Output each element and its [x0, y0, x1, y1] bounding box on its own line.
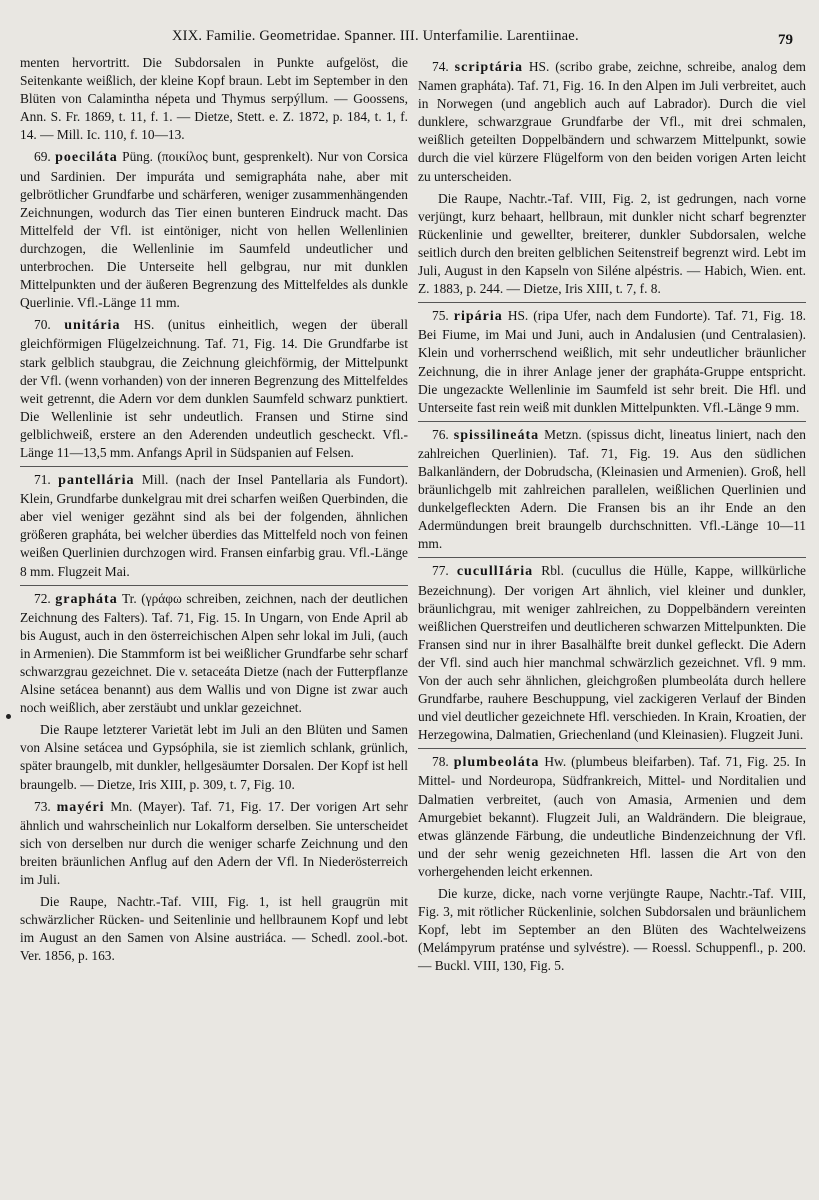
species-entry-73 — [20, 798, 408, 889]
header-title: XIX. Familie. Geometridae. Spanner. III. Unterfamilie. Larentiinae. — [172, 28, 579, 44]
species-name: spissilineáta — [453, 427, 540, 443]
species-entry-69 — [20, 148, 408, 312]
entry-separator — [418, 557, 806, 558]
species-entry-71 — [20, 471, 408, 581]
species-entry-70 — [20, 316, 408, 462]
species-description: HS. (scribo grabe, zeichne, schreibe, analog dem Namen grapháta). Taf. 71, Fig. 16. In den Alpen im Juli verbreitet, auch in Norwegen (und angeblich auch auf Labrador). Durch die viel dunklere, schwarzgraue Grundfarbe der Vfl., mit drei schmalen, weißlich geteilten Doppelbändern und schwarzem Mittelpunkt, sowie durch die viel kürzere Flügelform von den beiden vorigen Arten leicht zu unterscheiden. — [418, 59, 806, 184]
species-entry-72 — [20, 590, 408, 718]
species-name: pantellária — [58, 473, 135, 489]
right-column — [418, 54, 806, 980]
larva-paragraph: Die Raupe, Nachtr.-Taf. VIII, Fig. 1, ist hell graugrün mit schwärzlicher Rücken- und Seitenlinie und hellbraunem Kopf und lebt im August an den Samen von Alsine austriáca. — Schedl. zool.-bot. Ver. 1856, p. 163. — [20, 894, 408, 964]
species-number: 69. — [34, 149, 51, 165]
species-description: Püng. (ποικίλος bunt, gesprenkelt). Nur von Corsica und Sardinien. Der impuráta und semigrapháta nahe, aber mit gelbrötlicher Grundfarbe und schärferen, weniger zusammenhängenden Zeichnungen, wodurch das Tier einen bunteren Eindruck macht. Das Mittelfeld der Vfl. ist eintöniger, nicht von hellen Wellenlinien durchzogen, die Wellenlinie im Saumfeld undeutlicher und unterbrochen. Die Unterseite hell gelbgrau, nur mit dunklen Mittelpunkten und der äußeren Begrenzung des Mittelfeldes als dunkle Querlinie. Vfl.-Länge 11 mm. — [20, 149, 408, 311]
entry-separator — [20, 466, 408, 467]
entry-separator — [418, 421, 806, 422]
species-description: Rbl. (cucullus die Hülle, Kappe, willkürliche Bezeichnung). Der vorigen Art ähnlich, viel kleiner und dunkler, bräunlichgrau, mit weniger zahlreichen, zu Doppelbändern vereinten weißlichen Querstreifen und deutlicheren schwarzen Mittelpunkten. Die Fransen sind nur in ihrer Basalhälfte breit dunkel gefleckt. Die Adern der Vfl. sind auch hier manchmal schwärzlich gezeichnet. Vfl. 9 mm. Von der auch sehr ähnlichen, gleichgroßen plumbeoláta durch hellere Grundfarbe, rauhere Beschuppung, viel zackigeren Verlauf der Binden und viel deutlicher gezeichnete Hfl. verschieden. In Krain, Kroatien, der Herzegowina, Dalmatien, Griechenland (und Kleinasien). Flugzeit Juni. — [418, 563, 806, 743]
species-name: ripária — [453, 309, 503, 325]
species-number: 74. — [432, 59, 449, 74]
entry-separator — [20, 585, 408, 586]
larva-paragraph: Die kurze, dicke, nach vorne verjüngte Raupe, Nachtr.-Taf. VIII, Fig. 3, mit rötlicher Rückenlinie, solchen Subdorsalen und bräunlichem Kopf, lebt im September an den Blüten des Wachtelweizens (Melámpyrum praténse und sylvéstre). — Roessl. Schuppenfl., p. 200. — Buckl. VIII, 130, Fig. 5. — [418, 886, 806, 974]
species-number: 75. — [432, 308, 449, 324]
running-header — [22, 28, 797, 50]
species-number: 72. — [34, 590, 51, 606]
species-entry-76 — [418, 426, 806, 554]
margin-dot — [6, 714, 11, 719]
species-name: grapháta — [55, 591, 118, 607]
species-number: 76. — [432, 426, 449, 442]
species-name: plumbeoláta — [453, 755, 540, 771]
species-description: Mn. (Mayer). Taf. 71, Fig. 17. Der vorigen Art sehr ähnlich und wahrscheinlich nur Lokalform derselben. Sie unterscheidet sich von derselben nur durch die weniger scharfe Zeichnung und den breiten bräunlichen Anflug auf den Adern der Vfl. In Niederösterreich im Juli. — [20, 798, 408, 888]
species-description: HS. (ripa Ufer, nach dem Fundorte). Taf. 71, Fig. 18. Bei Fiume, im Mai und Juni, auch in Andalusien (und Centralasien). Klein und vorherrschend weißlich, mit sehr undeutlicher bräunlicher Zeichnung, die in ihrer Anlage jener der grapháta-Gruppe entspricht. Die ungezackte Wellenlinie im Saumfeld ist sehr breit. Die Hfl. und Unterseite fast rein weiß mit dunklen Mittelpunkten. Vfl.-Länge 9 mm. — [418, 308, 806, 415]
species-description: Metzn. (spissus dicht, lineatus liniert, nach den zahlreichen Querlinien). Taf. 71, Fig. 19. Aus den südlichen Balkanländern, der Dobrudscha, (Kleinasien und Armenien). Groß, hell bräunlichgelb mit zahlreichen parallelen, weißlichen Querlinien und dunkelgefleckten Adern. Die Fransen bis an ihr Ende an den Adermündungen breit braungelb durchschnitten. Vfl.-Länge 10—11 mm. — [418, 426, 806, 552]
species-entry-78 — [418, 753, 806, 881]
species-number: 73. — [34, 798, 51, 814]
species-number: 70. — [34, 317, 51, 333]
species-entry-77 — [418, 562, 806, 744]
species-description: Tr. (γράφω schreiben, zeichnen, nach der deutlichen Zeichnung des Falters). Taf. 71, Fig. 15. In Ungarn, von Ende April ab bis August, auch in den österreichischen Alpen sehr lokal im Juli, (auch in Armenien). Die Stammform ist bei weißlicher Grundfarbe sehr scharf schwarzgrau gezeichnet. Die v. setaceáta Dietze (nach der Futterpflanze Alsine setácea benannt) aus dem Wallis und von Digne ist zwar auch noch weißlich, aber zerstäubt und unklar gezeichnet. — [20, 590, 408, 716]
continued-paragraph: menten hervortritt. Die Subdorsalen in Punkte aufgelöst, die Seitenkante weißlich, der kleine Kopf braun. Lebt im September in den Blüten von Calamintha népeta und Thymus serpýllum. — Goossens, Ann. S. Fr. 1869, t. 11, f. 1. — Dietze, Stett. e. Z. 1872, p. 184, t. 1, f. 14. — Mill. Ic. 110, f. 10—13. — [20, 55, 408, 143]
species-description: Hw. (plumbeus bleifarben). Taf. 71, Fig. 25. In Mittel- und Nordeuropa, Südfrankreich, Mittel- und Norditalien und Dalmatien verbreitet, (auch von Amasia, Armenien und dem Amurgebiet bekannt). Flugzeit Juli, an Waldrändern. Die bleigraue, etwas glänzende Färbung, die undeutliche Bindenzeichnung der Vfl. und der sehr wenig gezeichneten Hfl. lassen die Art von den vorhergehenden leicht erkennen. — [418, 754, 806, 879]
species-description: Mill. (nach der Insel Pantellaria als Fundort). Klein, Grundfarbe dunkelgrau mit drei scharfen weißen Querbinden, die aber viel weniger gezähnt sind als bei der folgenden, ähnlichen größeren grapháta, bei welcher überdies das Mittelfeld noch von feinen weißen Querlinien durchzogen wird. Fransen einfarbig grau. Vfl.-Länge 8 mm. Flugzeit Mai. — [20, 472, 408, 579]
species-entry-75 — [418, 307, 806, 417]
species-name: unitária — [64, 318, 121, 334]
larva-paragraph: Die Raupe, Nachtr.-Taf. VIII, Fig. 2, ist gedrungen, nach vorne verjüngt, kurz behaart, hellbraun, mit dunkler nicht scharf begrenzter Rückenlinie und gewellter, breiterer, dunkler Subdorsalen, welche seitlich durch den breiten gelblichen Seitenstreif begrenzt wird. Lebt im Juli, August in den Kapseln von Siléne alpéstris. — Habich, Wien. ent. Z. 1883, p. 244. — Dietze, Iris XIII, t. 7, f. 8. — [418, 190, 806, 297]
species-name: cucullIária — [456, 564, 534, 580]
entry-separator — [418, 302, 806, 303]
entry-separator — [418, 748, 806, 749]
species-number: 78. — [432, 754, 449, 770]
species-name: poeciláta — [55, 150, 118, 166]
larva-paragraph: Die Raupe letzterer Varietät lebt im Juli an den Blüten und Samen von Alsine setácea und Gypsóphila, sie ist ziemlich schlank, grünlich, später braungelb, mit dunkler, hellgesäumter Dorsalen. Der Kopf ist hell braungelb. — Dietze, Iris XIII, p. 309, t. 7, Fig. 10. — [20, 722, 408, 792]
page-number: 79 — [778, 32, 793, 48]
species-number: 71. — [34, 472, 51, 488]
species-name: mayéri — [56, 799, 105, 815]
species-entry-74 — [418, 58, 806, 186]
species-description: HS. (unitus einheitlich, wegen der überall gleichförmigen Flügelzeichnung. Taf. 71, Fig. 14. Die Grundfarbe ist stark gelblich staubgrau, die Zeichnung gleichförmig, der Mittelpunkt der Vfl. (wenn vorhanden) von der inneren Begrenzung des Mittelfeldes weit getrennt, die Adern vor dem dunklen Saumfeld schwarz punktiert. Die Wellenlinie ist sehr undeutlich. Fransen und Stirne sind gelblichweiß, erstere an den Aderenden undeutlich gescheckt. Vfl.-Länge 11—13,5 mm. Anfangs April in Südspanien auf Felsen. — [20, 317, 408, 460]
species-number: 77. — [432, 563, 449, 579]
species-name: scriptária — [454, 60, 523, 75]
left-column — [20, 54, 408, 970]
